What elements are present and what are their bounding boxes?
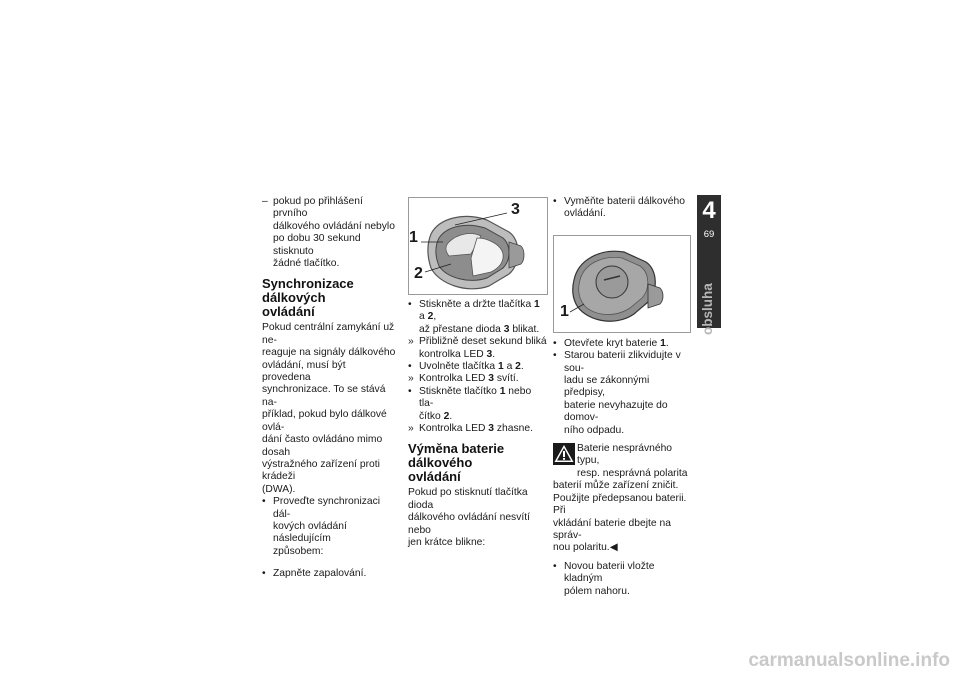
step-text: . <box>449 410 453 422</box>
step-marker: • <box>408 385 412 397</box>
bullet-text: Otevřete kryt baterie <box>564 337 661 349</box>
step-text: svítí. <box>494 373 519 385</box>
remote-back-illustration <box>554 236 690 332</box>
step-text: Stiskněte tlačítko <box>419 385 500 397</box>
step-ref: 1 <box>499 385 506 397</box>
bullet-text: . <box>665 337 669 349</box>
end-mark-icon: ◀ <box>609 542 618 554</box>
step-ref: 3 <box>488 423 494 435</box>
para-line: ovládání, musí být provedena <box>262 359 346 384</box>
bullet-item <box>553 350 691 437</box>
bullet-marker: • <box>262 568 266 580</box>
step-text: a <box>503 361 516 373</box>
column-3 <box>553 196 691 598</box>
para-line: synchronizace. To se stává na- <box>262 384 386 408</box>
remote-key-figure <box>408 197 548 295</box>
step-text: čítko <box>419 410 444 422</box>
bullet-line: pólem nahoru. <box>564 585 630 597</box>
heading-line: Synchronizace dálkových <box>262 276 354 306</box>
bullet-line: způsobem: <box>273 545 324 557</box>
warning-line: nou polaritu. <box>553 542 610 554</box>
chapter-number: 4 <box>702 197 716 224</box>
step-text: Kontrolka LED <box>419 373 489 385</box>
heading-battery-replacement <box>408 442 548 484</box>
bullet-line: kových ovládání následujícím <box>273 520 347 545</box>
warning-triangle-icon <box>553 443 575 465</box>
step-marker: • <box>408 299 412 310</box>
bullet-marker: • <box>553 196 557 207</box>
step-item <box>408 299 548 336</box>
step-marker: » <box>408 423 414 435</box>
bullet-line: Proveďte synchronizaci dál- <box>273 496 381 520</box>
column-1 <box>262 196 396 581</box>
para-line: výstražného zařízení proti krádeži <box>262 458 380 483</box>
paragraph-synchronization <box>262 322 396 496</box>
figure-label-3: 3 <box>511 201 520 218</box>
step-item <box>408 373 548 385</box>
bullet-item <box>262 568 396 580</box>
step-text: Přibližně deset sekund bliká <box>419 336 547 348</box>
bullet-line: ovládání. <box>564 208 606 220</box>
warning-line: baterií může zařízení zničit. <box>553 480 679 492</box>
step-item <box>408 336 548 361</box>
bullet-marker: • <box>553 337 557 349</box>
step-text: Kontrolka LED <box>419 423 489 435</box>
step-text: kontrolka LED <box>419 348 487 360</box>
step-text: až přestane dioda <box>419 323 504 335</box>
step-item <box>408 386 548 423</box>
figure-label-1: 1 <box>409 229 418 246</box>
column-2 <box>408 197 548 550</box>
bullet-item <box>262 496 396 558</box>
watermark: carmanualsonline.info <box>748 650 950 671</box>
bullet-line: Vyměňte baterii dálkového <box>564 196 685 207</box>
para-line: příklad, pokud bylo dálkové ovlá- <box>262 409 387 433</box>
page-number: 69 <box>703 229 715 240</box>
step-text: nebo tla- <box>419 385 532 410</box>
bullet-line: Starou baterii zlikvidujte v sou- <box>564 350 681 374</box>
dash-marker: – <box>262 196 268 207</box>
bullet-line: Novou baterii vložte kladným <box>564 560 655 585</box>
battery-cover-figure <box>553 235 691 333</box>
bullet-line: ního odpadu. <box>564 424 625 436</box>
step-ref: 2 <box>427 311 434 323</box>
warning-block <box>553 443 691 555</box>
paragraph-battery <box>408 487 548 549</box>
para-line: dálkového ovládání nesvítí nebo <box>408 512 530 536</box>
step-ref: 3 <box>503 323 510 335</box>
step-ref: 3 <box>488 373 494 385</box>
warning-line: Baterie nesprávného typu, <box>577 443 673 467</box>
para-line: (DWA). <box>262 483 296 495</box>
bullet-marker: • <box>262 496 266 508</box>
bullet-item <box>553 196 691 221</box>
section-title: obsluha <box>700 283 715 335</box>
step-text: , <box>433 311 437 323</box>
bullet-line: Zapněte zapalování. <box>273 568 367 580</box>
figure-label-2: 2 <box>414 265 423 282</box>
para-line: reaguje na signály dálkového <box>262 347 396 359</box>
warning-line: Použijte předepsanou baterii. Při <box>553 492 687 517</box>
step-marker: • <box>408 361 412 373</box>
step-text: a <box>419 311 428 323</box>
bullet-line: ladu se zákonnými předpisy, <box>564 375 650 399</box>
step-text: zhasne. <box>494 423 533 435</box>
dash-line: dálkového ovládání nebylo <box>273 220 395 232</box>
para-line: Pokud centrální zamykání už ne- <box>262 322 395 346</box>
step-text: Uvolněte tlačítka <box>419 361 498 373</box>
dash-line: pokud po přihlášení prvního <box>273 196 363 220</box>
step-marker: » <box>408 373 414 385</box>
figure-label-1: 1 <box>560 302 569 320</box>
para-line: dání často ovládáno mimo dosah <box>262 434 383 458</box>
step-ref: 1 <box>497 361 504 373</box>
warning-line: resp. nesprávná polarita <box>577 467 688 479</box>
bullet-ref: 1 <box>660 337 666 349</box>
heading-line: Výměna baterie dálkového <box>408 441 505 471</box>
step-ref: 1 <box>534 299 540 310</box>
remote-key-illustration <box>409 198 547 294</box>
bullet-marker: • <box>553 560 557 572</box>
step-text: Stiskněte a držte tlačítka <box>419 299 535 310</box>
heading-synchronization <box>262 277 396 319</box>
para-line: Pokud po stisknutí tlačítka dioda <box>408 487 528 511</box>
step-ref: 2 <box>515 361 521 373</box>
step-text: blikat. <box>509 323 540 335</box>
heading-line: ovládání <box>262 304 315 320</box>
step-ref: 3 <box>486 348 493 360</box>
step-ref: 2 <box>443 410 450 422</box>
dash-line: žádné tlačítko. <box>273 258 340 270</box>
dash-item <box>262 196 396 270</box>
step-text: . <box>492 348 496 360</box>
bullet-item <box>553 561 691 598</box>
bullet-marker: • <box>553 350 557 362</box>
step-item <box>408 361 548 373</box>
para-line: jen krátce bliknе: <box>408 537 486 549</box>
heading-line: ovládání <box>408 469 461 485</box>
step-marker: » <box>408 336 414 348</box>
dash-line: po dobu 30 sekund stisknuto <box>273 233 361 257</box>
warning-line: vkládání baterie dbejte na správ- <box>553 517 671 541</box>
bullet-line: baterie nevyhazujte do domov- <box>564 399 668 424</box>
step-text: . <box>520 361 524 373</box>
step-item <box>408 423 548 435</box>
bullet-item <box>553 338 691 350</box>
